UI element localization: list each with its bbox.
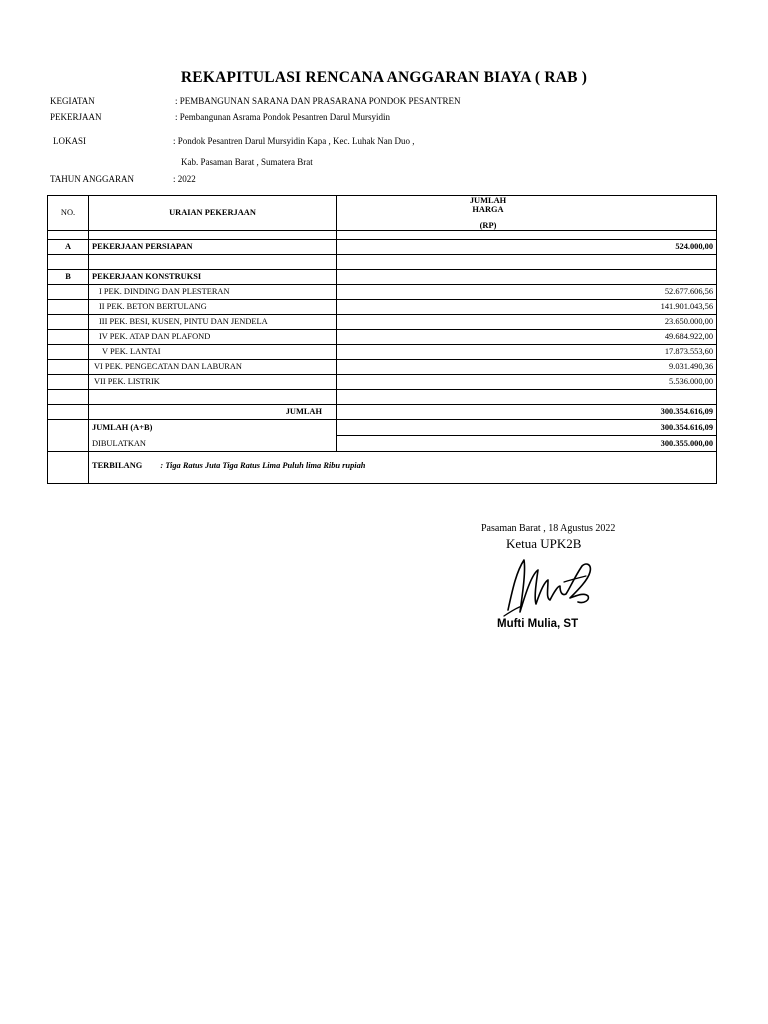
item-label: VI PEK. PENGECATAN DAN LABURAN bbox=[89, 360, 337, 375]
table-row bbox=[48, 360, 717, 375]
table-row bbox=[48, 330, 717, 345]
item-value: 17.873.553,60 bbox=[337, 345, 717, 360]
document-title: REKAPITULASI RENCANA ANGGARAN BIAYA ( RAB ) bbox=[180, 69, 588, 86]
dibulatkan-value: 300.355.000,00 bbox=[337, 436, 717, 452]
kegiatan-value: : PEMBANGUNAN SARANA DAN PRASARANA PONDOK PESANTREN bbox=[175, 96, 461, 106]
rab-table bbox=[47, 195, 717, 484]
terbilang-value: : Tiga Ratus Juta Tiga Ratus Lima Puluh lima Ribu rupiah bbox=[160, 461, 366, 470]
handwritten-signature bbox=[500, 552, 610, 627]
table-spacer-row bbox=[48, 231, 717, 240]
item-label: III PEK. BESI, KUSEN, PINTU DAN JENDELA bbox=[89, 315, 337, 330]
item-label: II PEK. BETON BERTULANG bbox=[89, 300, 337, 315]
item-value: 9.031.490,36 bbox=[337, 360, 717, 375]
header-jumlah-line2: HARGA bbox=[472, 205, 504, 214]
jumlah-label: JUMLAH bbox=[89, 405, 337, 420]
table-row bbox=[48, 375, 717, 390]
jumlah-ab-row bbox=[48, 420, 717, 436]
table-spacer-row bbox=[48, 255, 717, 270]
item-label: IV PEK. ATAP DAN PLAFOND bbox=[89, 330, 337, 345]
tahun-label: TAHUN ANGGARAN bbox=[50, 174, 135, 184]
tahun-value: : 2022 bbox=[173, 174, 196, 184]
dibulatkan-row bbox=[48, 436, 717, 452]
signature-name: Mufti Mulia, ST bbox=[497, 618, 579, 630]
signature-place-date: Pasaman Barat , 18 Agustus 2022 bbox=[481, 523, 616, 534]
item-value: 23.650.000,00 bbox=[337, 315, 717, 330]
header-no: NO. bbox=[48, 196, 89, 231]
table-spacer-row bbox=[48, 390, 717, 405]
terbilang-label: TERBILANG bbox=[92, 461, 143, 470]
terbilang-row bbox=[48, 452, 717, 484]
pekerjaan-value: : Pembangunan Asrama Pondok Pesantren Darul Mursyidin bbox=[175, 112, 390, 122]
terbilang-cell bbox=[89, 452, 717, 484]
lokasi-label: LOKASI bbox=[53, 136, 86, 146]
item-value: 52.677.606,56 bbox=[337, 285, 717, 300]
header-jumlah-line3: (RP) bbox=[479, 221, 497, 230]
header-jumlah bbox=[337, 196, 717, 231]
lokasi-value-line1: : Pondok Pesantren Darul Mursyidin Kapa , Kec. Luhak Nan Duo , bbox=[173, 136, 415, 146]
section-a-value: 524.000,00 bbox=[337, 240, 717, 255]
item-value: 141.901.043,56 bbox=[337, 300, 717, 315]
section-a-no: A bbox=[48, 240, 89, 255]
jumlah-ab-value: 300.354.616,09 bbox=[337, 420, 717, 436]
header-uraian: URAIAN PEKERJAAN bbox=[89, 196, 337, 231]
item-label: I PEK. DINDING DAN PLESTERAN bbox=[89, 285, 337, 300]
table-row bbox=[48, 345, 717, 360]
jumlah-row bbox=[48, 405, 717, 420]
kegiatan-label: KEGIATAN bbox=[50, 96, 95, 106]
lokasi-value-line2: Kab. Pasaman Barat , Sumatera Brat bbox=[181, 157, 313, 167]
section-a-row bbox=[48, 240, 717, 255]
table-row bbox=[48, 300, 717, 315]
section-b-row bbox=[48, 270, 717, 285]
item-value: 49.684.922,00 bbox=[337, 330, 717, 345]
table-row bbox=[48, 315, 717, 330]
section-a-label: PEKERJAAN PERSIAPAN bbox=[89, 240, 337, 255]
section-b-no: B bbox=[48, 270, 89, 285]
table-header-row bbox=[48, 196, 717, 231]
item-label: V PEK. LANTAI bbox=[89, 345, 337, 360]
signature-role: Ketua UPK2B bbox=[506, 536, 582, 551]
section-b-label: PEKERJAAN KONSTRUKSI bbox=[89, 270, 337, 285]
jumlah-ab-label: JUMLAH (A+B) bbox=[89, 420, 337, 436]
table-row bbox=[48, 285, 717, 300]
item-value: 5.536.000,00 bbox=[337, 375, 717, 390]
jumlah-value: 300.354.616,09 bbox=[337, 405, 717, 420]
dibulatkan-label: DIBULATKAN bbox=[89, 436, 337, 452]
header-jumlah-line1: JUMLAH bbox=[469, 196, 507, 205]
pekerjaan-label: PEKERJAAN bbox=[50, 112, 102, 122]
item-label: VII PEK. LISTRIK bbox=[89, 375, 337, 390]
